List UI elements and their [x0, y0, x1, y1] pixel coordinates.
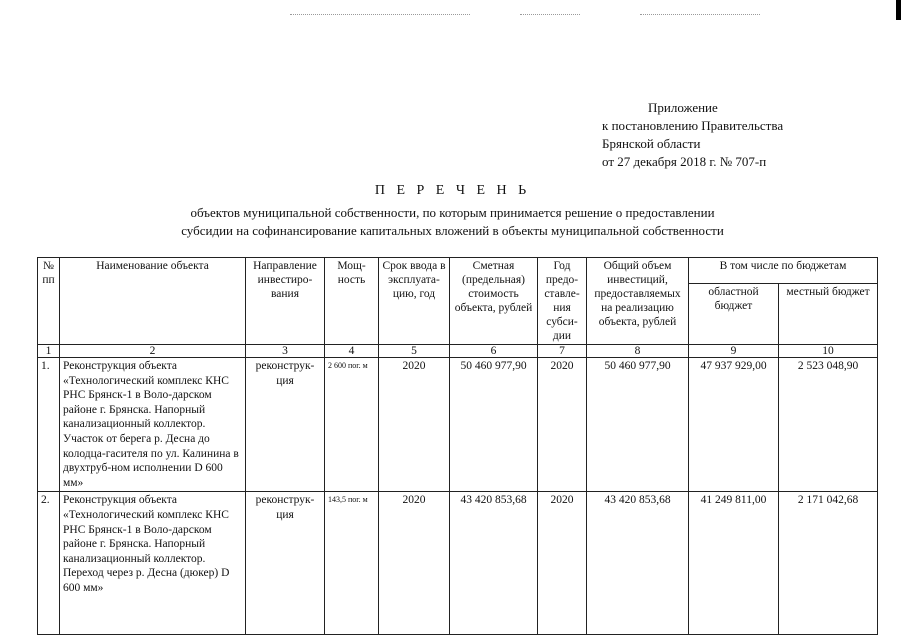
column-number: 7 [538, 345, 587, 358]
col-header-name: Наименование объекта [60, 258, 246, 345]
cell-commission-year: 2020 [379, 492, 450, 635]
objects-table [37, 257, 878, 635]
cell-regional: 47 937 929,00 [689, 358, 779, 492]
column-numbers-row [38, 345, 878, 358]
subtitle-line: субсидии на софинансирование капитальных вложений в объекты муниципальной собственности [181, 223, 724, 238]
scan-noise [290, 14, 470, 15]
column-number: 3 [246, 345, 325, 358]
cell-regional: 41 249 811,00 [689, 492, 779, 635]
cell-estimate: 50 460 977,90 [450, 358, 538, 492]
col-header-direction: Направление инвестиро-вания [246, 258, 325, 345]
col-header-commission: Срок ввода в эксплуата-цию, год [379, 258, 450, 345]
column-number: 2 [60, 345, 246, 358]
col-header-local: местный бюджет [779, 284, 878, 345]
scan-noise [520, 14, 580, 15]
column-number: 8 [587, 345, 689, 358]
col-header-capacity: Мощ-ность [325, 258, 379, 345]
subtitle-line: объектов муниципальной собственности, по которым принимается решение о предоставлении [190, 205, 715, 220]
column-number: 1 [38, 345, 60, 358]
scan-edge-bar [896, 0, 901, 20]
cell-direction: реконструк-ция [246, 358, 325, 492]
approval-line: Брянской области [602, 136, 701, 151]
cell-subsidy-year: 2020 [538, 492, 587, 635]
cell-total: 50 460 977,90 [587, 358, 689, 492]
col-header-regional: областной бюджет [689, 284, 779, 345]
col-header-estimate: Сметная (предельная) стоимость объекта, рублей [450, 258, 538, 345]
column-number: 10 [779, 345, 878, 358]
column-number: 4 [325, 345, 379, 358]
approval-line: к постановлению Правительства [602, 118, 784, 133]
document-title: П Е Р Е Ч Е Н Ь [374, 183, 531, 198]
cell-num: 2. [38, 492, 60, 635]
cell-commission-year: 2020 [379, 358, 450, 492]
header-row [38, 258, 878, 284]
document-subtitle [0, 204, 905, 240]
cell-local: 2 171 042,68 [779, 492, 878, 635]
cell-num: 1. [38, 358, 60, 492]
scan-noise [640, 14, 760, 15]
approval-line: Приложение [648, 100, 718, 115]
col-header-subsidy-year: Год предо-ставле-ния субси-дии [538, 258, 587, 345]
cell-capacity: 143,5 пог. м [325, 492, 379, 635]
table-row [38, 492, 878, 635]
table-row [38, 358, 878, 492]
cell-total: 43 420 853,68 [587, 492, 689, 635]
cell-object-name: Реконструкция объекта «Технологический комплекс КНС РНС Брянск-1 в Воло-дарском районе г. Брянска. Напорный канализационный коллектор. Переход через р. Десна (дюкер) D 600 мм» [60, 492, 246, 635]
approval-line: от 27 декабря 2018 г. № 707-п [602, 154, 767, 169]
column-number: 6 [450, 345, 538, 358]
column-number: 9 [689, 345, 779, 358]
column-number: 5 [379, 345, 450, 358]
col-header-budgets-group: В том числе по бюджетам [689, 258, 878, 284]
col-header-total: Общий объем инвестиций, предоставляемых на реализацию объекта, рублей [587, 258, 689, 345]
cell-subsidy-year: 2020 [538, 358, 587, 492]
cell-estimate: 43 420 853,68 [450, 492, 538, 635]
col-header-num: № пп [38, 258, 60, 345]
cell-direction: реконструк-ция [246, 492, 325, 635]
cell-local: 2 523 048,90 [779, 358, 878, 492]
cell-object-name: Реконструкция объекта «Технологический комплекс КНС РНС Брянск-1 в Воло-дарском районе г. Брянска. Напорный канализационный коллектор. Участок от берега р. Десна до колодца-гасителя по ул. Калинина в двухтруб-ном исполнении D 600 мм» [60, 358, 246, 492]
cell-capacity: 2 600 пог. м [325, 358, 379, 492]
approval-block [590, 99, 783, 171]
